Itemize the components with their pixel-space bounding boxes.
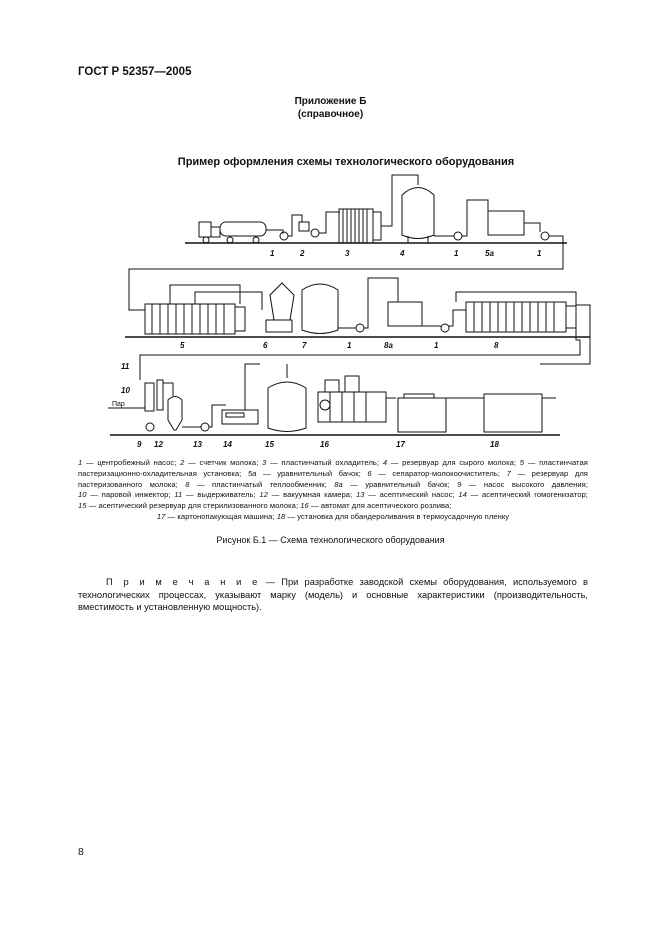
carton-packer [398,398,446,432]
diagram-label: 12 [154,440,163,449]
shrink-wrap-unit [484,394,542,432]
legend-item: 8а — уравнительный бачок; [334,479,450,489]
legend-item: 6 — сепаратор-молокоочиститель; [367,468,501,478]
legend-item: 9 — насос высокого давления; [457,479,588,489]
diagram-label: 6 [263,341,268,350]
holding-tube [157,380,163,410]
raw-milk-tank [402,188,434,244]
legend-item: 4 — резервуар для сырого молока; [382,458,517,467]
legend-item: 15 — асептический резервуар для стерилизованного молока; [78,501,299,511]
legend-item: 1 — центробежный насос; [78,458,177,467]
diagram-label: 5а [485,249,494,258]
vacuum-chamber [168,397,182,431]
note-prefix: П р и м е ч а н и е [106,577,260,587]
aseptic-tank [268,382,306,432]
diagram-label: 18 [490,440,499,449]
balance-tank-8a [388,302,422,326]
legend-item: 12 — вакуумная камера; [259,490,353,500]
figure-title: Пример оформления схемы технологического оборудования [177,156,515,168]
separator [266,283,294,332]
legend-item: 2 — счетчик молока; [180,458,259,467]
diagram-label: 11 [121,362,130,371]
diagram-label: 9 [137,440,142,449]
legend-item: 5а — уравнительный бачок; [247,468,361,478]
legend-item: 10 — паровой инжектор; [78,490,171,500]
diagram-labels [112,249,542,449]
diagram-label: 14 [223,440,232,449]
balance-tank [488,211,524,235]
legend-item: 11 — выдерживатель; [174,490,256,500]
diagram-label: 3 [345,249,350,258]
legend-item: 13 — асептический насос; [355,490,455,500]
diagram-label: 1 [454,249,459,258]
pump-icon [356,324,364,332]
note-paragraph [78,576,588,614]
pump-icon [280,232,288,240]
appendix-title: Приложение Б [294,96,367,107]
diagram-label: 8а [384,341,393,350]
diagram-label: 7 [302,341,307,350]
plate-heat-exchanger [466,302,576,332]
diagram-label: 13 [193,440,202,449]
pump-icon [146,423,154,431]
diagram-label: 5 [180,341,185,350]
pump-icon [541,232,549,240]
steam-injector [145,383,154,411]
legend-item: 16 — автомат для асептического розлива; [300,501,452,511]
document-header: ГОСТ Р 52357—2005 [78,66,192,78]
plate-cooler [339,209,381,243]
figure-legend [78,458,588,523]
pump-icon [201,423,209,431]
pasteurized-milk-tank [302,284,338,334]
legend-item: 5 — пластинчатая пастеризационно-охладительная установка; [78,458,588,478]
diagram-label: 1 [270,249,275,258]
diagram-label: 1 [434,341,439,350]
figure-caption: Рисунок Б.1 — Схема технологического оборудования [216,535,445,545]
filling-machine [318,376,386,422]
steam-label: Пар [112,401,125,408]
diagram-label: 8 [494,341,499,350]
note-text: — При разработке заводской схемы оборудования, используемого в технологических процессах, указывают марку (модель) и основные характеристики (производительность, вместимость и установленную мощность). [78,577,588,612]
meter-icon [299,222,309,231]
diagram-label: 16 [320,440,329,449]
legend-item: 7 — резервуар для пастеризованного молока; [78,468,588,489]
diagram-label: 4 [400,249,405,258]
legend-item: 14 — асептический гомогенизатор; [458,490,588,500]
pump-icon [311,229,319,237]
diagram-label: 1 [537,249,542,258]
legend-item: 17 — картонопакующая машина; 18 — установка для обандероливания в термоусадочную пленку [156,511,510,521]
diagram-label: 15 [265,440,274,449]
pump-icon [454,232,462,240]
diagram-label: 2 [300,249,305,258]
diagram-label: 17 [396,440,405,449]
milk-truck [199,222,266,243]
diagram-label: 10 [121,386,130,395]
legend-item: 3 — пластинчатый охладитель; [262,458,380,467]
plate-pasteurizer [145,304,245,334]
page-number: 8 [78,846,84,858]
appendix-note: (справочное) [297,109,364,120]
diagram-label: 1 [347,341,352,350]
pump-icon [441,324,449,332]
legend-item: 8 — пластинчатый теплообменник; [185,479,327,489]
